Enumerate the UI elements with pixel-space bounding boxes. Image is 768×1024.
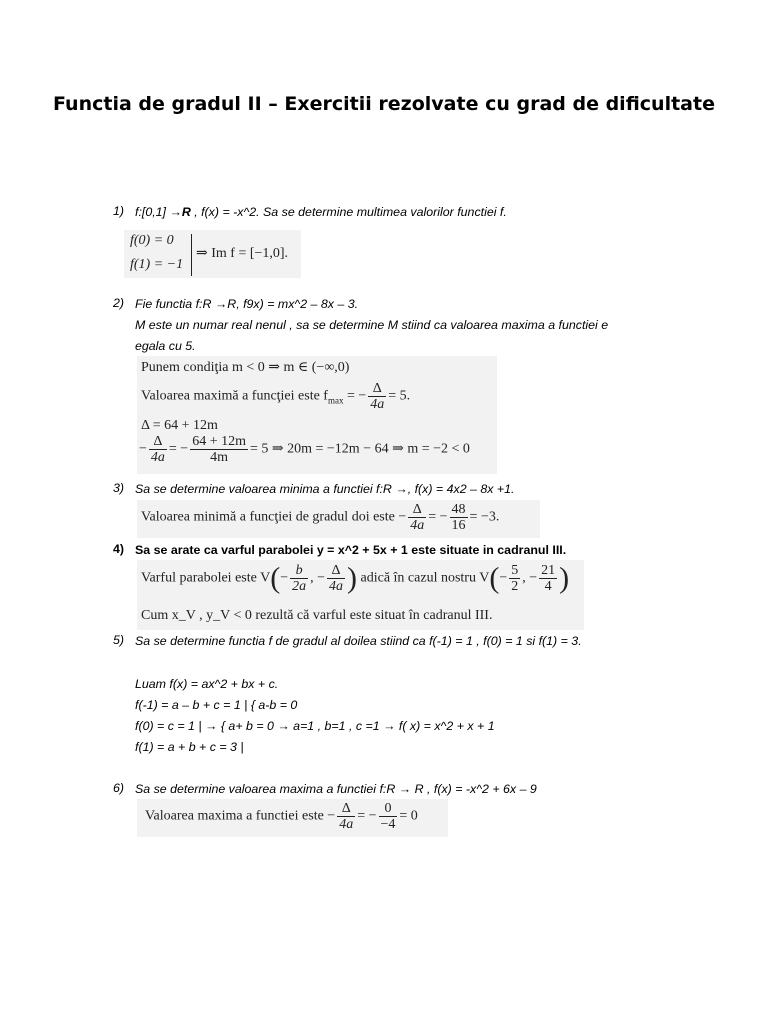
ex1-math-result: ⇒ Im f = [−1,0]. bbox=[196, 246, 289, 261]
ex6-num2: 0 bbox=[379, 801, 398, 817]
ex3-num2: 48 bbox=[451, 502, 466, 517]
ex2-frac-b-den: 4m bbox=[210, 450, 229, 465]
exercise-5-step-3: f(0) = c = 1 | → { a+ b = 0 → a=1 , b=1 , c =1 → f( x) = x^2 + x + 1 bbox=[135, 719, 495, 733]
ex4-n2: Δ bbox=[327, 563, 345, 579]
ex3-mid: = − bbox=[428, 509, 448, 525]
ex2-frac-den: 4a bbox=[370, 397, 385, 412]
ex3-math-pre: Valoarea minimă a funcţiei de gradul doi este − bbox=[141, 509, 407, 525]
exercise-number: 2) bbox=[113, 296, 125, 310]
ex3-den2: 16 bbox=[451, 518, 466, 533]
exercise-3-statement: Sa se determine valoarea minima a functiei f:R →, f(x) = 4x2 – 8x +1. bbox=[135, 482, 515, 496]
exercise-1-statement bbox=[135, 204, 507, 220]
ex2-frac-b-num: 64 + 12m bbox=[192, 434, 246, 449]
ex4-n4: 21 bbox=[541, 563, 556, 578]
ex1-text-b: R bbox=[181, 205, 191, 219]
ex2-frac-a-den: 4a bbox=[150, 450, 165, 465]
ex6-den2: −4 bbox=[380, 817, 396, 832]
exercise-3-solution bbox=[137, 500, 540, 538]
system-bar bbox=[191, 234, 192, 276]
exercise-2-line-2: M este un numar real nenul , sa se determine M stiind ca valoarea maxima a functiei e bbox=[135, 318, 609, 332]
ex4-pre: Varful parabolei este V bbox=[141, 570, 271, 586]
ex2-math-line-4: − $\frac{\Delta}{4a}$ = − $\frac{64 + 12m}{4m}$ = 5 ⇒ 20m = −12m − 64 ⇒ m = −2 < 0 bbox=[139, 434, 470, 465]
ex2-frac-a-num: Δ bbox=[149, 434, 167, 450]
ex1-math-line-1: f(0) = 0 bbox=[130, 233, 174, 248]
exercise-6-statement: Sa se determine valoarea maxima a functiei f:R → R , f(x) = -x^2 + 6x – 9 bbox=[135, 782, 537, 796]
exercise-4-statement: Sa se arate ca varful parabolei y = x^2 + 5x + 1 este situate in cadranul III. bbox=[135, 543, 567, 557]
ex1-text-a: f:[0,1] bbox=[135, 205, 170, 219]
exercise-2-line-3: egala cu 5. bbox=[135, 339, 196, 353]
ex4-d1: 2a bbox=[292, 579, 307, 594]
ex6-post: = 0 bbox=[399, 808, 418, 824]
ex4-math-line-2: Cum x_V , y_V < 0 rezultă că varful este situat în cadranul III. bbox=[141, 608, 493, 623]
page-title: Functia de gradul II – Exercitii rezolvate cu grad de dificultate bbox=[53, 93, 715, 115]
ex4-math-line-1: Varful parabolei este V(− $\frac{b}{2a}$ , − $\frac{\Delta}{4a}$ ) adică în cazul nostru V(− $\frac{5}{2}$ , − $\frac{21}{4}$ ) bbox=[141, 561, 570, 595]
ex2-eq: = − bbox=[343, 388, 367, 404]
ex6-math bbox=[145, 801, 418, 832]
ex4-d2: 4a bbox=[329, 579, 344, 594]
ex3-post: = −3. bbox=[469, 509, 500, 525]
exercise-2-line-1: Fie functia f:R →R, f9x) = mx^2 – 8x – 3. bbox=[135, 297, 359, 311]
ex6-num1: Δ bbox=[337, 801, 355, 817]
ex4-d3: 2 bbox=[511, 579, 519, 594]
ex1-text-c: , f(x) = -x^2. Sa se determine multimea valorilor functiei f. bbox=[190, 205, 507, 219]
ex2-max-label: Valoarea maximă a funcţiei este f bbox=[141, 388, 328, 404]
ex6-den1: 4a bbox=[339, 817, 354, 832]
exercise-5-step-2: f(-1) = a – b + c = 1 | { a-b = 0 bbox=[135, 698, 298, 712]
ex3-math bbox=[141, 502, 499, 533]
ex3-den1: 4a bbox=[410, 518, 425, 533]
exercise-number: 5) bbox=[113, 633, 125, 647]
exercise-number: 1) bbox=[113, 204, 125, 218]
ex4-n1: b bbox=[290, 563, 308, 579]
ex2-frac-num: Δ bbox=[368, 381, 386, 397]
ex3-num1: Δ bbox=[408, 502, 426, 518]
ex4-d4: 4 bbox=[544, 579, 552, 594]
ex4-mid: adică în cazul nostru V bbox=[357, 570, 490, 586]
ex2-math-line-3: Δ = 64 + 12m bbox=[141, 418, 218, 433]
ex2-eq-post: = 5. bbox=[388, 388, 411, 404]
ex2-max-sub: max bbox=[327, 395, 344, 406]
ex2-math-line-1: Punem condiţia m < 0 ⇒ m ∈ (−∞,0) bbox=[141, 360, 350, 375]
exercise-number: 3) bbox=[113, 481, 125, 495]
exercise-5-step-1: Luam f(x) = ax^2 + bx + c. bbox=[135, 677, 279, 691]
exercise-6-solution bbox=[137, 799, 448, 837]
exercise-2-solution bbox=[137, 356, 497, 474]
ex6-pre: Valoarea maxima a functiei este − bbox=[145, 808, 336, 824]
arrow-icon: → bbox=[169, 205, 182, 219]
exercise-1-solution bbox=[124, 230, 301, 278]
exercise-5-step-4: f(1) = a + b + c = 3 | bbox=[135, 740, 244, 754]
exercise-number: 4) bbox=[113, 542, 125, 556]
ex6-mid: = − bbox=[357, 808, 377, 824]
exercise-number: 6) bbox=[113, 781, 125, 795]
ex1-math-line-2: f(1) = −1 bbox=[130, 257, 184, 272]
exercise-4-solution bbox=[137, 560, 584, 630]
ex2-math-line-2 bbox=[141, 381, 410, 412]
exercise-5-statement: Sa se determine functia f de gradul al doilea stiind ca f(-1) = 1 , f(0) = 1 si f(1) = 3. bbox=[135, 634, 582, 648]
ex2-line4-post: = 5 ⇒ 20m = −12m − 64 ⇒ m = −2 < 0 bbox=[250, 441, 470, 457]
ex4-n3: 5 bbox=[511, 563, 519, 578]
